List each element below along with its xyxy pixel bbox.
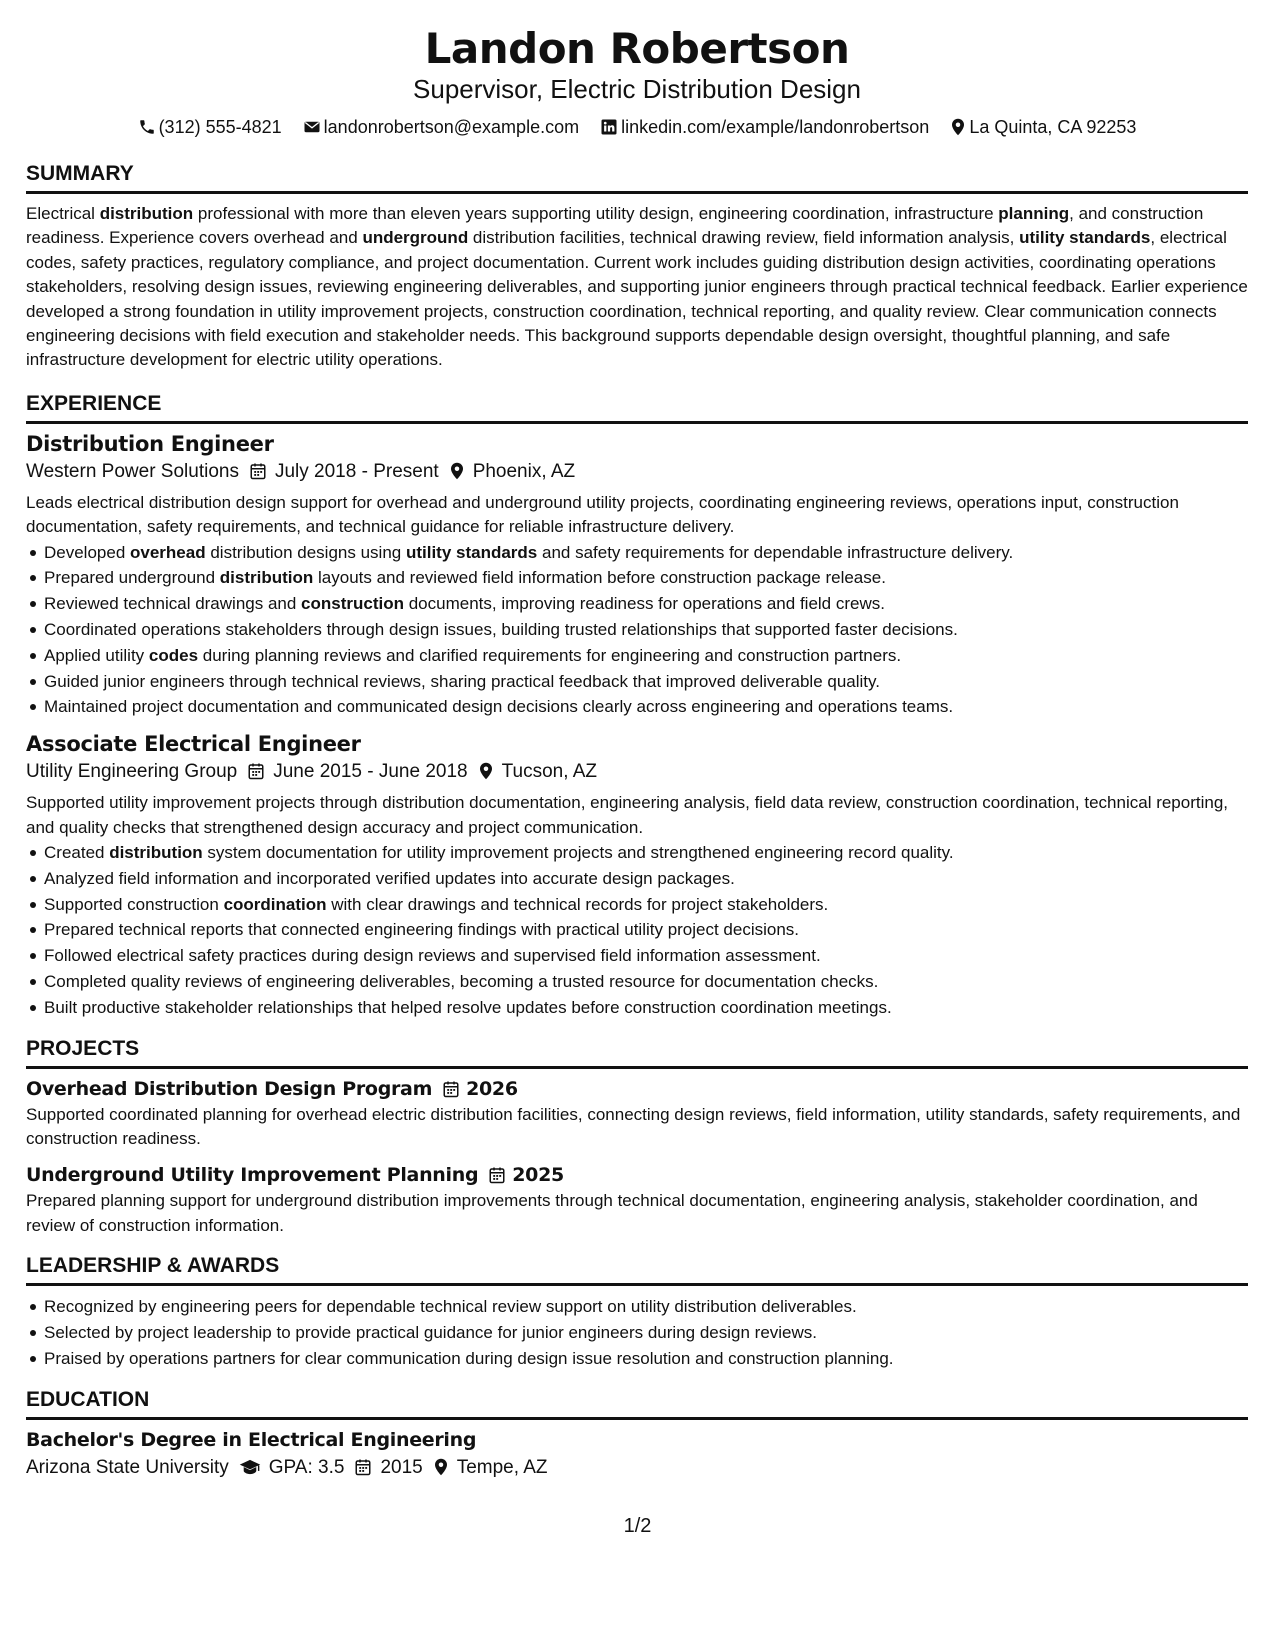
resume-header xyxy=(26,22,1248,140)
section-heading: PROJECTS xyxy=(26,1035,1248,1069)
job-bullets xyxy=(26,840,1248,1021)
bullet-item xyxy=(44,643,1248,669)
job-location: Phoenix, AZ xyxy=(472,460,576,482)
job-entry xyxy=(26,430,1248,720)
experience-section xyxy=(26,390,1248,1021)
text-run: Prepared technical reports that connected engineering findings with practical utility project decisions. xyxy=(44,920,800,940)
job-entry xyxy=(26,730,1248,1020)
job-bullets xyxy=(26,540,1248,721)
project-entry xyxy=(26,1075,1248,1152)
page-number: 1/2 xyxy=(623,1515,652,1537)
section-heading: LEADERSHIP & AWARDS xyxy=(26,1252,1248,1286)
section-heading: SUMMARY xyxy=(26,160,1248,194)
project-description: Supported coordinated planning for overhead electric distribution facilities, connecting design reviews, field information, utility standards, safety requirements, and construction readiness. xyxy=(26,1104,1241,1149)
degree-title: Bachelor's Degree in Electrical Engineering xyxy=(26,1428,477,1451)
bold-keyword: distribution xyxy=(219,568,314,588)
job-description: Leads electrical distribution design support for overhead and underground utility projects, coordinating engineering reviews, operations input, construction documentation, safety requirements, and technical guidance for reliable infrastructure delivery. xyxy=(26,492,1179,537)
bold-keyword: distribution xyxy=(109,843,203,863)
bold-keyword: construction xyxy=(301,594,404,614)
leadership-section xyxy=(26,1252,1248,1371)
candidate-title: Supervisor, Electric Distribution Design xyxy=(413,74,861,104)
project-year: 2026 xyxy=(466,1077,518,1100)
text-run: Applied utility xyxy=(44,645,149,665)
email-text: landonrobertson@example.com xyxy=(323,117,580,137)
job-meta xyxy=(26,758,1248,786)
bullet-item xyxy=(44,969,1248,995)
bullet-item xyxy=(44,943,1248,969)
text-run: Reviewed technical drawings and xyxy=(44,594,302,614)
bold-keyword: distribution xyxy=(99,204,194,223)
text-run: Followed electrical safety practices during design reviews and supervised field information assessment. xyxy=(44,946,821,966)
projects-section xyxy=(26,1035,1248,1239)
contact-line xyxy=(26,114,1248,140)
linkedin-text: linkedin.com/example/landonrobertson xyxy=(621,117,930,137)
bold-keyword: overhead xyxy=(130,542,206,562)
education-year: 2015 xyxy=(380,1456,423,1478)
bullet-item xyxy=(44,840,1248,866)
gpa-text: GPA: 3.5 xyxy=(268,1456,345,1478)
job-dates: July 2018 - Present xyxy=(274,460,439,482)
project-year: 2025 xyxy=(512,1164,564,1187)
text-run: Maintained project documentation and communicated design decisions clearly across engineering and operations teams. xyxy=(44,697,954,717)
section-heading: EXPERIENCE xyxy=(26,390,1248,424)
calendar-icon xyxy=(488,1166,506,1184)
text-run: Supported construction xyxy=(44,894,224,914)
text-run: Developed xyxy=(44,542,131,562)
text-run: documents, improving readiness for operations and field crews. xyxy=(404,594,885,614)
text-run: Coordinated operations stakeholders through design issues, building trusted relationships that supported faster decisions. xyxy=(44,620,958,640)
text-run: with clear drawings and technical records for project stakeholders. xyxy=(326,894,829,914)
calendar-icon xyxy=(249,462,267,480)
text-run: layouts and reviewed field information before construction package release. xyxy=(313,568,886,588)
bullet-item xyxy=(44,669,1248,695)
job-location: Tucson, AZ xyxy=(501,761,597,783)
job-title: Associate Electrical Engineer xyxy=(26,732,361,757)
bullet-item xyxy=(44,892,1248,918)
phone-text: (312) 555-4821 xyxy=(158,117,282,137)
text-run: Guided junior engineers through technical reviews, sharing practical feedback that improved deliverable quality. xyxy=(44,671,880,691)
contact-location xyxy=(950,114,1136,140)
bold-keyword: utility standards xyxy=(405,542,538,562)
text-run: professional with more than eleven years supporting utility design, engineering coordination, infrastructure xyxy=(193,204,999,223)
bullet-item: Selected by project leadership to provide practical guidance for junior engineers during design reviews. xyxy=(44,1320,1248,1346)
company-name: Western Power Solutions xyxy=(26,460,239,482)
text-run: distribution facilities, technical drawing review, field information analysis, xyxy=(468,228,1020,248)
summary-paragraph xyxy=(26,202,1248,373)
bullet-item xyxy=(44,917,1248,943)
bullet-item xyxy=(44,540,1248,566)
summary-section xyxy=(26,160,1248,373)
calendar-icon xyxy=(442,1080,460,1098)
project-header xyxy=(26,1161,1248,1189)
text-run: , and construction readiness. Experience covers overhead and xyxy=(26,204,1204,248)
bullet-item xyxy=(44,565,1248,591)
envelope-icon xyxy=(303,118,321,136)
job-description: Supported utility improvement projects through distribution documentation, engineering analysis, field data review, construction coordination, technical reporting, and quality checks that strengthened design accuracy and project communication. xyxy=(26,793,1229,837)
leadership-bullets xyxy=(26,1294,1248,1371)
education-meta xyxy=(26,1454,1248,1482)
map-pin-icon xyxy=(433,1458,449,1476)
text-run: system documentation for utility improvement projects and strengthened engineering record quality. xyxy=(202,843,954,863)
text-run: Completed quality reviews of engineering deliverables, becoming a trusted resource for documentation checks. xyxy=(44,972,879,992)
map-pin-icon xyxy=(478,762,494,780)
contact-linkedin[interactable] xyxy=(600,114,929,140)
education-location: Tempe, AZ xyxy=(456,1456,548,1478)
job-dates: June 2015 - June 2018 xyxy=(273,761,468,783)
graduation-cap-icon xyxy=(239,1458,261,1476)
school-name: Arizona State University xyxy=(26,1456,229,1478)
bullet-item xyxy=(44,591,1248,617)
text-run: during planning reviews and clarified requirements for engineering and construction partners. xyxy=(198,645,902,665)
location-text: La Quinta, CA 92253 xyxy=(969,117,1137,137)
map-pin-icon xyxy=(950,118,966,136)
job-title: Distribution Engineer xyxy=(26,431,274,456)
text-run: Analyzed field information and incorporated verified updates into accurate design packages. xyxy=(44,868,735,888)
calendar-icon xyxy=(247,762,265,780)
project-name: Underground Utility Improvement Planning xyxy=(26,1164,479,1187)
bullet-item xyxy=(44,617,1248,643)
bold-keyword: underground xyxy=(362,228,469,248)
bullet-item xyxy=(44,694,1248,720)
project-name: Overhead Distribution Design Program xyxy=(26,1077,433,1100)
text-run: Electrical xyxy=(26,204,100,223)
calendar-icon xyxy=(354,1458,372,1476)
map-pin-icon xyxy=(449,462,465,480)
text-run: and safety requirements for dependable infrastructure delivery. xyxy=(537,542,1014,562)
linkedin-icon xyxy=(600,118,618,136)
text-run: Built productive stakeholder relationships that helped resolve updates before construction coordination meetings. xyxy=(44,997,892,1017)
candidate-name: Landon Robertson xyxy=(424,24,850,73)
bold-keyword: coordination xyxy=(223,894,327,914)
job-meta xyxy=(26,458,1248,486)
text-run: , electrical codes, safety practices, regulatory compliance, and project documentation. Current work includes guiding distribution design activities, coordinating operations stakeholders, resolving design issues, reviewing engineering deliverables, and supporting junior engineers through practical technical feedback. Earlier experience developed a strong foundation in utility improvement projects, construction coordination, technical reporting, and quality review. Clear communication connects engineering decisions with field execution and stakeholder needs. This background supports dependable design oversight, thoughtful planning, and safe infrastructure development for electric utility operations. xyxy=(26,228,1248,370)
bullet-item xyxy=(44,995,1248,1021)
project-description: Prepared planning support for underground distribution improvements through technical documentation, engineering analysis, stakeholder coordination, and review of construction information. xyxy=(26,1191,1198,1235)
text-run: Created xyxy=(44,843,110,863)
resume-page xyxy=(26,0,1248,1482)
bold-keyword: utility standards xyxy=(1019,228,1151,248)
company-name: Utility Engineering Group xyxy=(26,761,238,783)
contact-phone[interactable] xyxy=(138,114,282,140)
bold-keyword: codes xyxy=(148,645,199,665)
project-entry xyxy=(26,1161,1248,1238)
project-header xyxy=(26,1075,1248,1103)
bullet-item: Praised by operations partners for clear communication during design issue resolution and construction planning. xyxy=(44,1346,1248,1372)
section-heading: EDUCATION xyxy=(26,1386,1248,1420)
bullet-item xyxy=(44,866,1248,892)
phone-icon xyxy=(138,118,156,136)
text-run: Prepared underground xyxy=(44,568,220,588)
contact-email[interactable] xyxy=(303,114,579,140)
bullet-item: Recognized by engineering peers for dependable technical review support on utility distribution deliverables. xyxy=(44,1294,1248,1320)
education-section xyxy=(26,1386,1248,1482)
text-run: distribution designs using xyxy=(205,542,406,562)
bold-keyword: planning xyxy=(998,204,1070,223)
